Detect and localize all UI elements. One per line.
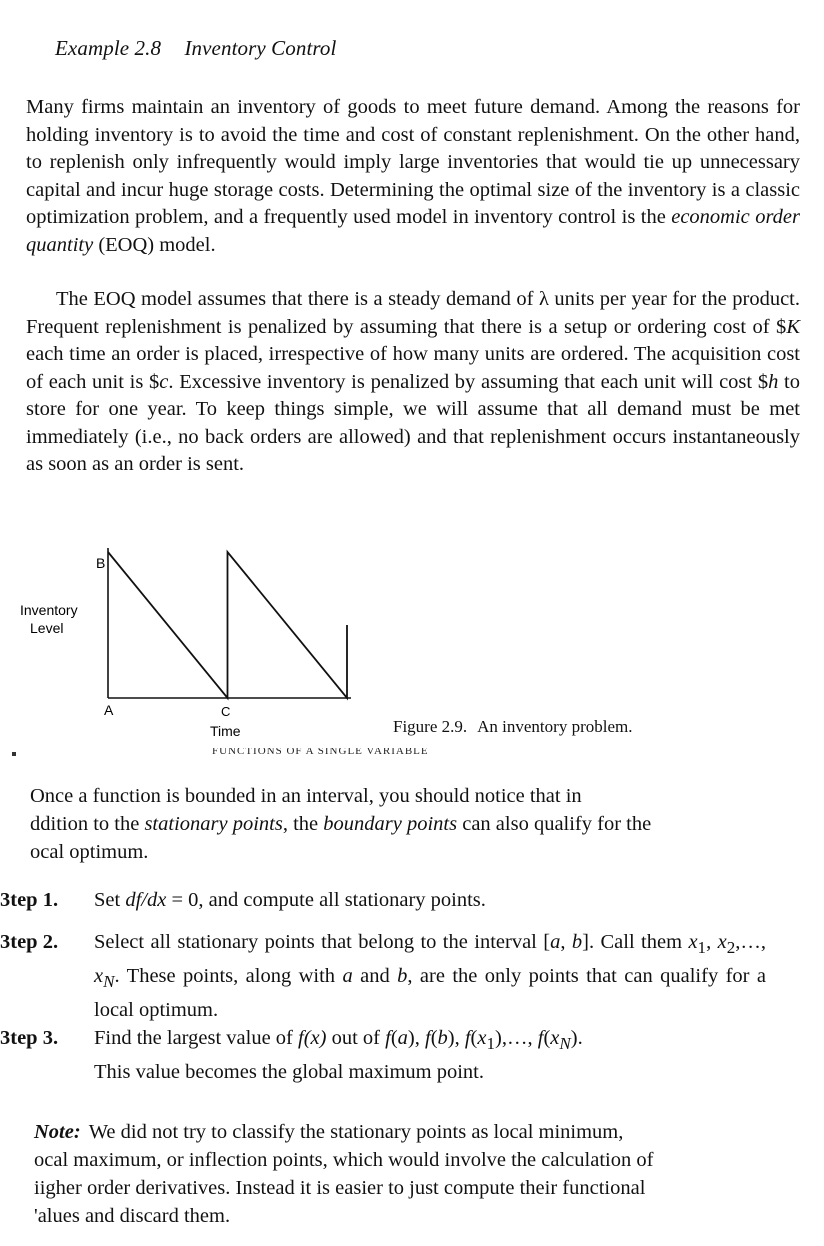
eoq-text-a: The EOQ model assumes that there is a steady demand of λ units per year for the product. Frequent replenishment is penalized by assuming that there is a setup or ordering cost of $: [26, 288, 800, 338]
y-axis-label-line1: Inventory: [20, 602, 78, 618]
eoq-var-h: h: [768, 370, 779, 393]
bounded-text-d: can also qualify for the: [457, 813, 652, 835]
note-text-b: ocal maximum, or inflection points, which would involve the calculation of: [34, 1149, 654, 1171]
inventory-figure: [20, 540, 380, 740]
step-3-label: 3tep 3.: [0, 1027, 59, 1049]
x-axis-label: Time: [210, 723, 241, 739]
note-text-d: 'alues and discard them.: [34, 1205, 231, 1227]
note-text-a: We did not try to classify the stationary points as local minimum,: [88, 1121, 624, 1143]
example-number: Example 2.8: [55, 36, 162, 60]
example-heading: [55, 36, 336, 61]
bounded-em-stationary: stationary points: [144, 813, 283, 835]
eoq-text-d: to store for one year. To keep things simple, we will assume that all demand must be met immediately (i.e., no back orders are allowed) and that replenishment occurs instantaneously as soon as an order is sent.: [26, 370, 800, 475]
intro-text-a: Many firms maintain an inventory of goods to meet future demand. Among the reasons for holding inventory is to avoid the time and cost of constant replenishment. On the other hand, to replenish only infrequently would imply large inventories that would tie up unnecessary capital and incur huge storage costs. Determining the optimal size of the inventory is a classic optimization problem, and a frequently used model in inventory control is the: [26, 96, 800, 228]
inventory-series-line: [108, 552, 347, 698]
bounded-text-b: ddition to the: [30, 813, 145, 835]
step-1-text: Set df/dx = 0, and compute all stationary points.: [94, 889, 486, 911]
figure-caption: [393, 717, 632, 737]
inventory-chart: [20, 548, 351, 739]
point-a-label: A: [104, 702, 114, 718]
bounded-text-a: Once a function is bounded in an interval, you should notice that in: [30, 785, 582, 807]
eoq-text-c: . Excessive inventory is penalized by assuming that each unit will cost $: [168, 370, 769, 393]
eoq-text-b: each time an order is placed, irrespective of how many units are ordered. The acquisition cost of each unit is $: [26, 343, 800, 393]
step-3-text: Find the largest value of f(x) out of f(a), f(b), $f(x_1),\dots$, $f(x_N)$. This value becomes the global maximum point.: [94, 1027, 583, 1084]
eoq-var-k: K: [786, 315, 800, 338]
caption-label: Figure 2.9.: [393, 717, 468, 736]
bounded-em-boundary: boundary points: [323, 813, 458, 835]
note-text-c: iigher order derivatives. Instead it is easier to just compute their functional: [34, 1177, 646, 1199]
running-head: FUNCTIONS OF A SINGLE VARIABLE: [212, 748, 429, 754]
eoq-paragraph: [26, 286, 800, 479]
intro-text-b: (EOQ) model.: [93, 233, 216, 256]
bounded-text-c: , the: [282, 813, 324, 835]
caption-text: An inventory problem.: [477, 717, 633, 736]
page-mark: [12, 752, 16, 756]
intro-paragraph: [26, 94, 800, 259]
y-axis-label-line2: Level: [30, 620, 64, 636]
bounded-paragraph: [0, 782, 800, 866]
point-b-label: B: [96, 555, 106, 571]
bounded-text-e: ocal optimum.: [30, 841, 149, 863]
step-1-label: 3tep 1.: [0, 889, 59, 911]
note-label: Note:: [34, 1121, 81, 1143]
intro-emphasis: economic order quantity: [26, 206, 801, 256]
step-2-label: 3tep 2.: [0, 931, 59, 953]
example-title: Inventory Control: [184, 36, 337, 60]
eoq-var-c: c: [159, 370, 169, 393]
point-c-label: C: [221, 704, 231, 719]
note-paragraph: [0, 1118, 800, 1230]
step-2-text: Select all stationary points that belong to the interval [a, b]. Call them $x_1$, $x_2,\dots$, $x_N$. These points, along with a and b, are the only points that can qualify for a local optimum.: [94, 931, 767, 1022]
